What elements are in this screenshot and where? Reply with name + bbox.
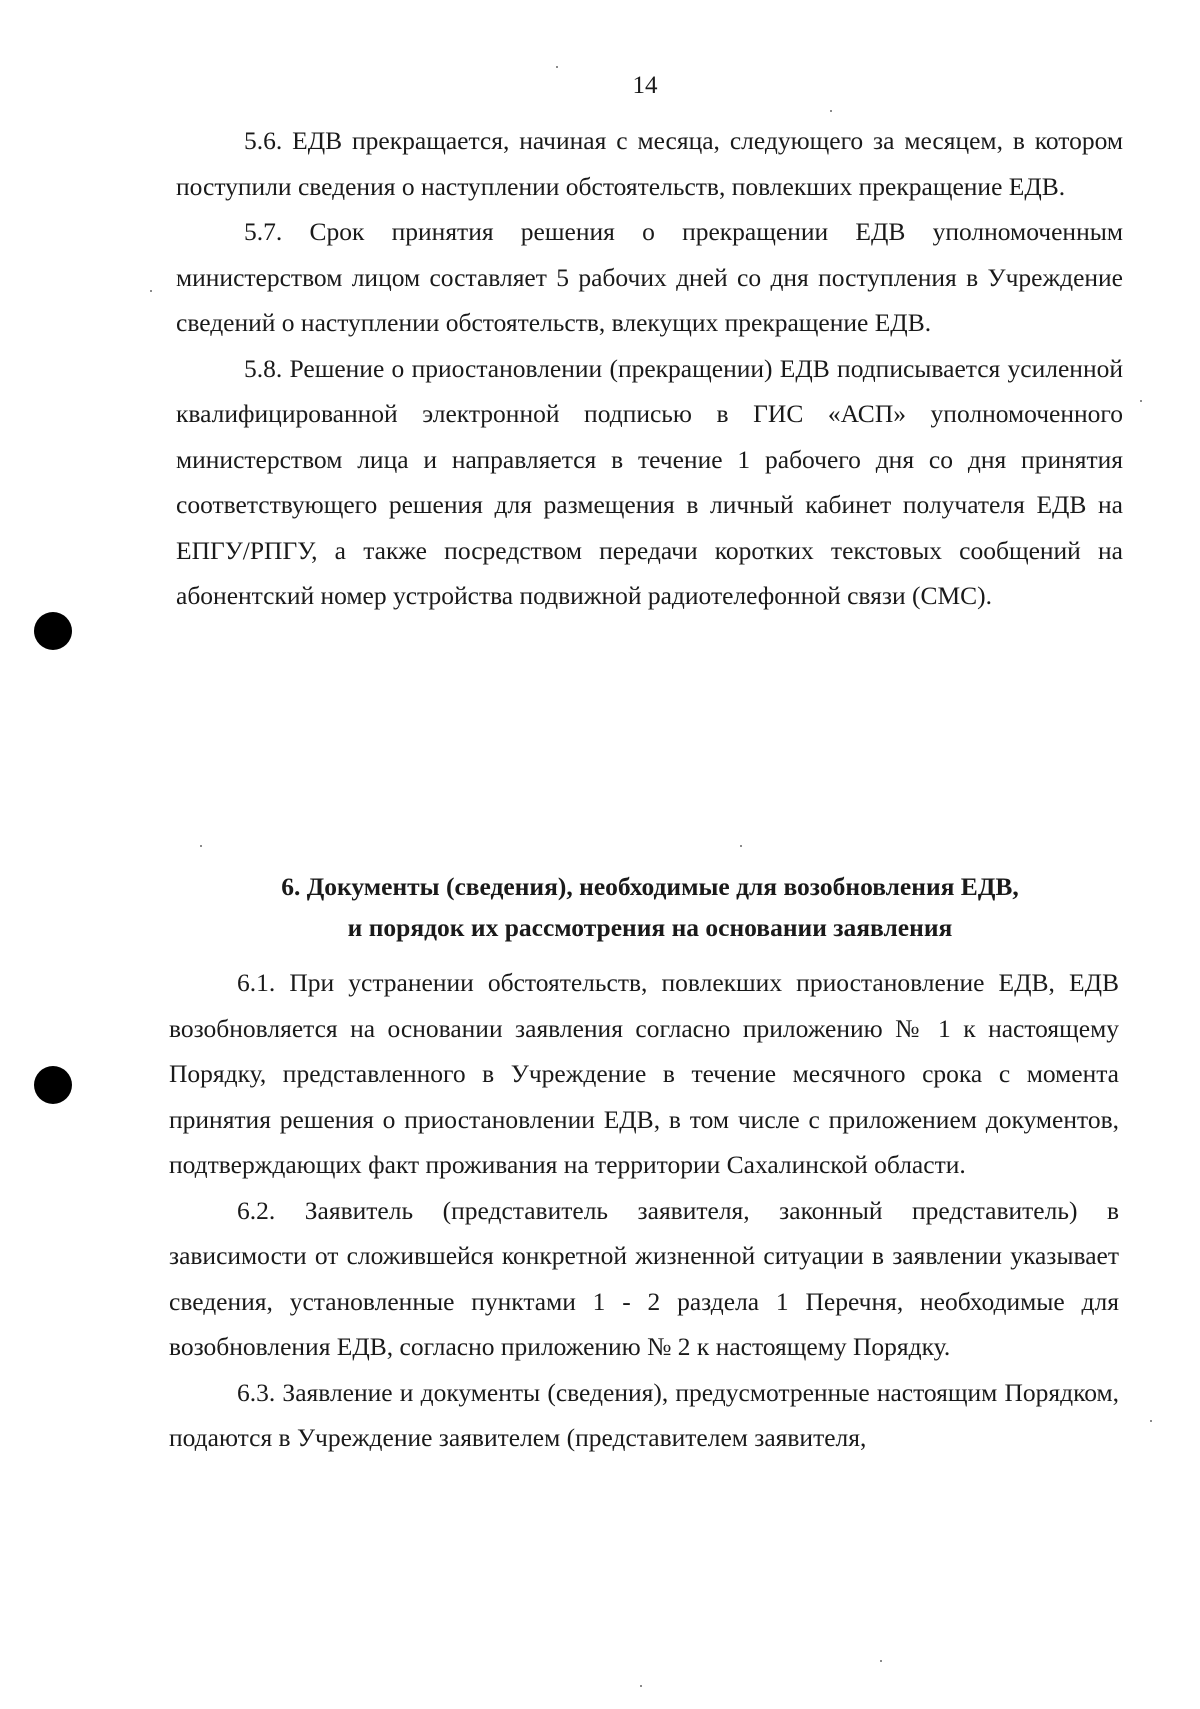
scan-speck [1150, 1420, 1152, 1422]
punch-hole-mark [34, 1066, 72, 1104]
section-heading-line-2: и порядок их рассмотрения на основании заявления [347, 913, 953, 942]
paragraph-5-8: 5.8. Решение о приостановлении (прекращении) ЕДВ подписывается усиленной квалифицированной электронной подписью в ГИС «АСП» уполномоченного министерством лица и направляется в течение 1 рабочего дня со дня принятия соответствующего решения для размещения в личный кабинет получателя ЕДВ на ЕПГУ/РПГУ, а также посредством передачи коротких текстовых сообщений на абонентский номер устройства подвижной радиотелефонной связи (СМС). [176, 353, 1123, 610]
paragraph-5-6: 5.6. ЕДВ прекращается, начиная с месяца, следующего за месяцем, в котором поступили сведения о наступлении обстоятельств, повлекших прекращение ЕДВ. [176, 126, 1123, 201]
scan-speck [640, 1685, 642, 1687]
paragraph-6-1: 6.1. При устранении обстоятельств, повлекших приостановление ЕДВ, ЕДВ возобновляется на основании заявления согласно приложению № 1 к настоящему Порядку, представленного в Учреждение в течение месячного срока с момента принятия решения о приостановлении ЕДВ, в том числе с приложением документов, подтверждающих факт проживания на территории Сахалинской области. [169, 968, 1119, 1179]
punch-hole-mark [34, 612, 72, 650]
section-6-heading [180, 866, 1120, 948]
text-block-before-heading [176, 118, 1123, 619]
page-number: 14 [632, 72, 658, 99]
scan-speck [1140, 400, 1142, 402]
scan-speck [150, 290, 152, 292]
scan-speck [830, 110, 832, 112]
paragraph-6-2: 6.2. Заявитель (представитель заявителя, законный представитель) в зависимости от сложившейся конкретной жизненной ситуации в заявлении указывает сведения, установленные пунктами 1 - 2 раздела 1 Перечня, необходимые для возобновления ЕДВ, согласно приложению № 2 к настоящему Порядку. [169, 1195, 1119, 1361]
paragraph-5-7: 5.7. Срок принятия решения о прекращении ЕДВ уполномоченным министерством лицом составляет 5 рабочих дней со дня поступления в Учреждение сведений о наступлении обстоятельств, влекущих прекращение ЕДВ. [176, 217, 1123, 337]
scan-speck [200, 845, 202, 847]
scan-speck [880, 1660, 882, 1662]
scan-speck [556, 66, 558, 68]
text-block-after-heading [169, 960, 1119, 1461]
paragraph-6-3: 6.3. Заявление и документы (сведения), предусмотренные настоящим Порядком, подаются в Учреждение заявителем (представителем заявителя, [169, 1377, 1119, 1452]
section-heading-line-1: 6. Документы (сведения), необходимые для возобновления ЕДВ, [281, 872, 1019, 901]
scan-speck [740, 845, 742, 847]
